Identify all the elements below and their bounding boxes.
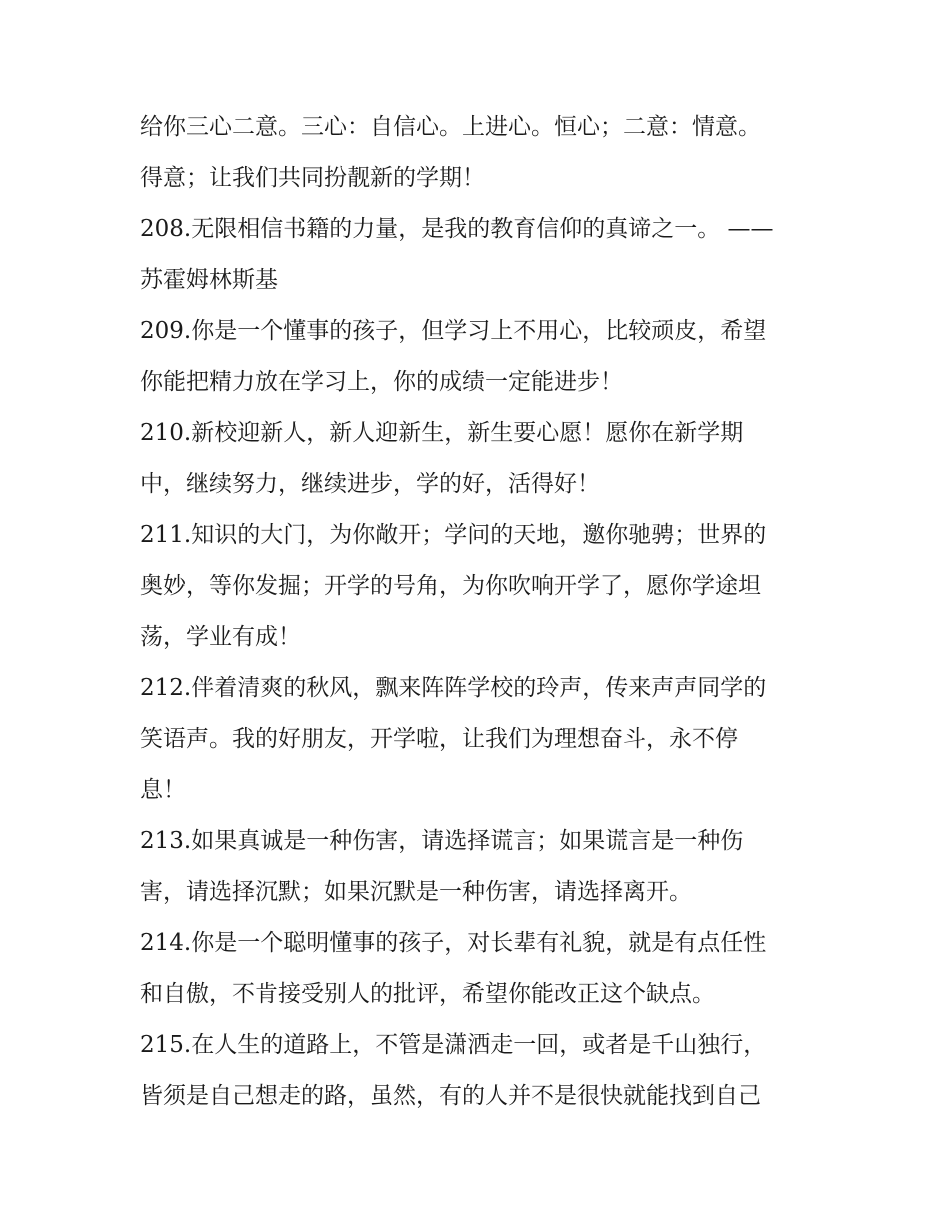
text-line: 奥妙，等你发掘；开学的号角，为你吹响开学了，愿你学途坦 [140, 573, 761, 599]
text-line: 荡，学业有成！ [140, 624, 301, 650]
text-line: 中，继续努力，继续进步，学的好，活得好！ [140, 471, 600, 497]
text-line: 214.你是一个聪明懂事的孩子，对长辈有礼貌，就是有点任性 [140, 930, 767, 956]
text-line: 208.无限相信书籍的力量，是我的教育信仰的真谛之一。 —— [140, 216, 774, 242]
text-line: 210.新校迎新人，新人迎新生，新生要心愿！愿你在新学期 [140, 420, 744, 446]
text-line: 211.知识的大门，为你敞开；学问的天地，邀你驰骋；世界的 [140, 522, 767, 548]
text-line: 得意；让我们共同扮靓新的学期！ [140, 165, 485, 191]
text-line: 215.在人生的道路上，不管是潇洒走一回，或者是千山独行， [140, 1032, 767, 1058]
text-line: 209.你是一个懂事的孩子，但学习上不用心，比较顽皮，希望 [140, 318, 767, 344]
text-line: 213.如果真诚是一种伤害，请选择谎言；如果谎言是一种伤 [140, 828, 744, 854]
text-line: 你能把精力放在学习上，你的成绩一定能进步！ [140, 369, 623, 395]
text-line: 笑语声。我的好朋友，开学啦，让我们为理想奋斗，永不停 [140, 726, 738, 752]
text-line: 212.伴着清爽的秋风，飘来阵阵学校的玲声，传来声声同学的 [140, 675, 767, 701]
text-line: 害，请选择沉默；如果沉默是一种伤害，请选择离开。 [140, 879, 692, 905]
text-line: 皆须是自己想走的路，虽然，有的人并不是很快就能找到自己 [140, 1083, 761, 1109]
text-line: 给你三心二意。三心：自信心。上进心。恒心；二意：情意。 [140, 114, 761, 140]
text-line: 和自傲，不肯接受别人的批评，希望你能改正这个缺点。 [140, 981, 715, 1007]
text-line: 息！ [140, 777, 186, 803]
text-line: 苏霍姆林斯基 [140, 267, 278, 293]
document-body [140, 102, 816, 1122]
